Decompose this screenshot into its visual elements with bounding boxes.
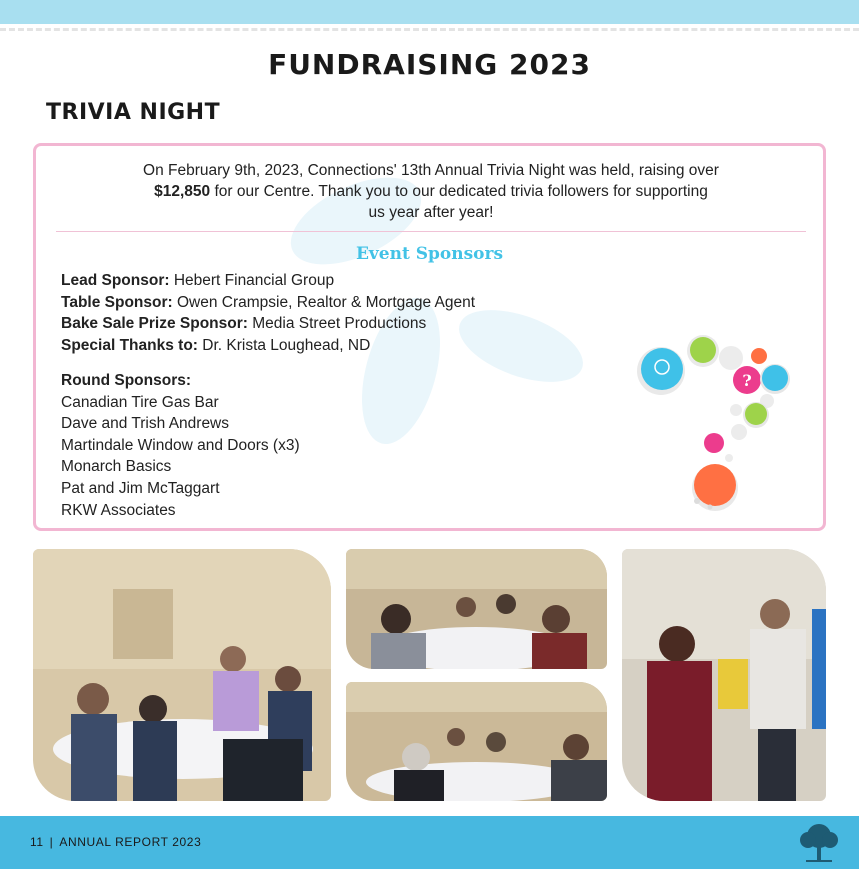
calendar-icon [704,433,724,453]
round-sponsor-list [61,370,300,521]
round-sponsor-item: Dave and Trish Andrews [61,415,230,433]
round-sponsor-item: Pat and Jim McTaggart [61,479,220,497]
page-title: FUNDRAISING 2023 [268,48,591,81]
intro-line-1: On February 9th, 2023, Connections' 13th Annual Trivia Night was held, raising over [143,162,719,179]
bake-sale-sponsor: Bake Sale Prize Sponsor: Media Street Productions [61,315,427,333]
intro-paragraph [66,160,796,223]
banquet-hall-photo [346,682,607,801]
table-guests-photo [346,549,607,669]
round-sponsor-item: Martindale Window and Doors (x3) [61,436,300,454]
lead-sponsor: Lead Sponsor: Hebert Financial Group [61,272,335,289]
medal-presentation-photo [622,549,826,801]
green-bubble [745,403,767,425]
tree-logo-icon [796,822,842,864]
top-dashed-rule [0,28,859,31]
page-number: 11 [30,835,44,849]
intro-line-2: for our Centre. Thank you to our dedicated trivia followers for supporting [210,183,708,200]
round-sponsor-item: Monarch Basics [61,458,172,476]
pink-divider [56,231,806,232]
section-title: TRIVIA NIGHT [46,100,221,125]
round-sponsors-heading: Round Sponsors: [61,372,192,389]
clock-icon [762,365,788,391]
top-band [0,0,859,24]
main-sponsor-list [61,270,475,356]
special-thanks: Special Thanks to: Dr. Krista Loughead, ND [61,336,371,354]
trivia-crowd-photo [33,549,331,801]
orange-bubble [694,464,736,506]
page-footer [0,816,859,869]
grey-bubble [719,346,743,370]
round-sponsor-item: Canadian Tire Gas Bar [61,393,219,411]
trivia-info-box [33,143,826,531]
amount-raised: $12,850 [154,183,211,200]
speech-bubble [690,337,716,363]
question-mark: ? [742,371,752,390]
question-mark-bubbles-illustration [631,331,796,511]
table-sponsor: Table Sponsor: Owen Crampsie, Realtor & Mortgage Agent [61,293,476,311]
event-sponsors-heading: Event Sponsors [355,244,504,264]
round-sponsor-item: RKW Associates [61,501,176,519]
orange-dot [751,348,767,364]
footer-label: 11 | ANNUAL REPORT 2023 [30,835,202,849]
report-name: ANNUAL REPORT 2023 [59,835,202,849]
intro-line-3: us year after year! [368,204,494,221]
lightbulb-icon [641,348,683,390]
